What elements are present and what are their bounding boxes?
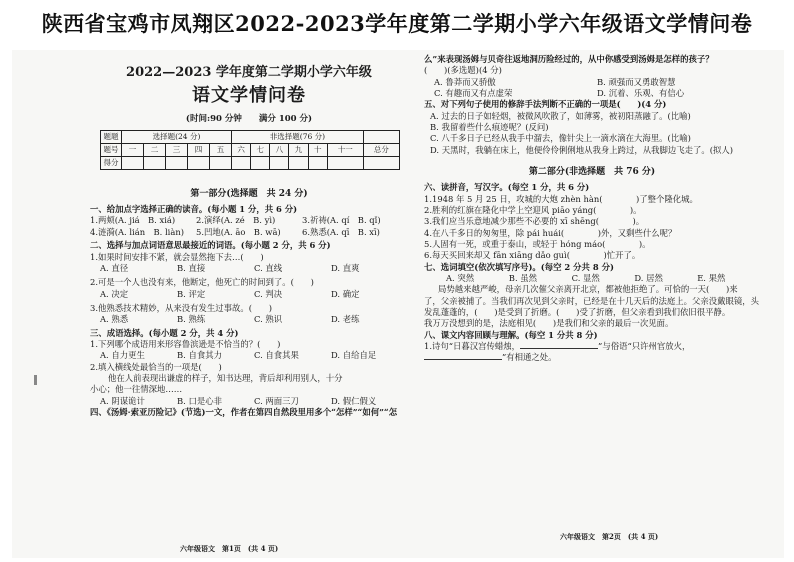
q7-option[interactable]: B. 虽然	[508, 272, 538, 283]
left-page-footer: 六年级语文 第1页 (共 4 页)	[180, 544, 279, 553]
q2-option[interactable]: B. 熟练	[177, 314, 206, 325]
q1-option[interactable]: 6.熟悉(A. qī B. xī)	[302, 226, 380, 237]
score-table-cell: 六	[231, 144, 250, 157]
q3-option[interactable]: D. 假仁假义	[331, 395, 377, 406]
score-table-cell: 三	[165, 144, 187, 157]
q1-options-row1	[90, 215, 408, 226]
score-table-cell: 八	[270, 144, 289, 157]
exam-time-score: (时间:90 分钟 满分 100 分)	[185, 114, 313, 124]
q8-item-1-cont	[424, 352, 760, 363]
q8-text: ”有相通之处。	[502, 352, 557, 363]
q5-option-b[interactable]: B. 我留着些什么痕迹呢？(反问)	[430, 122, 549, 133]
q4-continued: 么”来表现汤姆与贝奇往返地洞历险经过的，从中你感受到汤姆是怎样的孩子？	[424, 54, 714, 64]
score-input-cell[interactable]	[231, 157, 250, 170]
q2-3-text: 3.他熟悉技术精妙，从来没有发生过事故。( )	[90, 302, 273, 313]
q3-2-text: 2.填入横线处最恰当的一项是( )	[90, 361, 222, 372]
score-table-cell: 十	[308, 144, 327, 157]
exam-title: 语文学情问卷	[192, 85, 306, 106]
q2-2-text: 2.可是一个人也没有来，他断定，他死亡的时间到了。( )	[90, 277, 314, 288]
q2-option[interactable]: A. 熟悉	[100, 314, 129, 325]
page-banner-title: 陕西省宝鸡市凤翔区2022-2023学年度第二学期小学六年级语文学情问卷	[41, 11, 753, 36]
q7-passage-line2: 了，父亲被捕了。当我们再次见到父亲时，已经是在十几天后的法庭上。父亲没戴眼镜，头	[424, 295, 759, 306]
score-table-cell: 非选择题(76 分)	[231, 131, 363, 144]
score-table-cell: 选择题(24 分)	[122, 131, 232, 144]
q6-item-1[interactable]: 1.1948 年 5 月 25 日，攻城的大炮 zhèn hàn( )了整个隆化城。	[424, 193, 698, 204]
q2-option[interactable]: A. 决定	[100, 288, 129, 299]
score-input-cell[interactable]	[289, 157, 308, 170]
score-table-cell: 总分	[363, 144, 399, 157]
q7-option[interactable]: E. 果然	[697, 272, 726, 283]
right-page-footer: 六年级语文 第2页 (共 4 页)	[560, 532, 659, 541]
q7-option[interactable]: D. 居然	[634, 272, 663, 283]
score-input-cell[interactable]	[363, 157, 399, 170]
q3-2-options	[90, 396, 408, 407]
part2-heading: 第二部分(非选择题 共 76 分)	[528, 167, 656, 178]
right-page	[424, 54, 760, 364]
q4-options-row1	[424, 77, 760, 88]
q2-option[interactable]: B. 直接	[177, 262, 206, 273]
score-input-cell[interactable]	[143, 157, 165, 170]
q3-option[interactable]: D. 自给自足	[331, 350, 377, 361]
q2-2-options	[90, 289, 408, 300]
score-table-cell: 九	[289, 144, 308, 157]
q4-option[interactable]: A. 鲁莽而又骄傲	[434, 76, 496, 87]
score-input-cell[interactable]	[308, 157, 327, 170]
exam-term-title: 2022—2023 学年度第二学期小学六年级	[126, 65, 372, 80]
q6-item-4[interactable]: 4.在八千多日的匆匆里，除 pái huái( )外，又剩些什么呢？	[424, 227, 677, 238]
q3-option[interactable]: C. 自食其果	[254, 350, 299, 361]
q2-option[interactable]: C. 判决	[254, 288, 283, 299]
q1-option[interactable]: 1.两颊(A. jiá B. xiá)	[90, 215, 176, 226]
q1-option[interactable]: 4.涟漪(A. lián B. liàn)	[90, 226, 184, 237]
q7-option[interactable]: C. 显然	[571, 272, 600, 283]
q1-option[interactable]: 2.演绎(A. zé B. yì)	[196, 215, 276, 226]
q7-heading: 七、选词填空(依次填写序号)。(每空 2 分共 8 分)	[424, 261, 614, 272]
q7-option[interactable]: A. 突然	[446, 272, 475, 283]
score-input-cell[interactable]	[209, 157, 231, 170]
q4-option[interactable]: D. 沉着、乐观、有信心	[597, 88, 685, 99]
score-input-cell[interactable]	[251, 157, 270, 170]
q3-2-passage-line2: 小心；他一往情深地……	[90, 384, 183, 395]
q2-option[interactable]: A. 直径	[100, 262, 129, 273]
left-questions	[90, 188, 408, 418]
score-table	[100, 130, 400, 170]
score-table-cell: 题题	[101, 131, 122, 144]
score-table-cell: 七	[251, 144, 270, 157]
q3-2-passage-line1: 他在人前表现出谦虚的样子，知书达理，背后却利用别人，十分	[108, 372, 343, 383]
score-table-cell: 得分	[101, 157, 122, 170]
q8-heading: 八、课文内容回顾与理解。(每空 1 分共 8 分)	[424, 329, 598, 340]
q4-option[interactable]: C. 有趣而又有点虚荣	[434, 88, 513, 99]
q5-option-a[interactable]: A. 过去的日子如轻烟，被微风吹散了，如薄雾，被初阳蒸融了。(比喻)	[430, 110, 691, 121]
q1-options-row2	[90, 227, 408, 238]
q3-1-options	[90, 350, 408, 361]
q5-heading: 五、对下列句子使用的修辞手法判断不正确的一项是( )(4 分)	[424, 99, 667, 110]
score-table-cell: 五	[209, 144, 231, 157]
q2-option[interactable]: C. 直线	[254, 262, 283, 273]
score-input-cell[interactable]	[270, 157, 289, 170]
q1-option[interactable]: 5.凹地(A. āo B. wā)	[196, 226, 281, 237]
q3-option[interactable]: B. 口是心非	[177, 395, 222, 406]
score-table-cell: 一	[122, 144, 144, 157]
q6-item-5[interactable]: 5.人固有一死，或重于泰山，或轻于 hóng máo( )。	[424, 238, 651, 249]
score-input-cell[interactable]	[187, 157, 209, 170]
q3-1-text: 1.下列哪个成语用来形容鲁滨逊是不恰当的？( )	[90, 338, 281, 349]
q2-3-options	[90, 314, 408, 325]
q3-option[interactable]: A. 阴谋诡计	[100, 395, 145, 406]
q6-item-2[interactable]: 2.胜利的红旗在隆化中学上空迎风 piāo yáng( )。	[424, 204, 642, 215]
score-table-cell	[363, 131, 399, 144]
q6-item-6[interactable]: 6.每天买回来却又 fān xiāng dǎo guì( )忙开了。	[424, 250, 641, 261]
q4-heading: 四、《汤姆·索亚历险记》(节选)一文，作者在第四自然段里用多个“怎样”“如何”“怎	[90, 406, 398, 417]
q7-passage-line1: 局势越来越严峻，母亲几次催父亲离开北京，都被他拒绝了。可恰的一天( )来	[438, 284, 738, 295]
q1-option[interactable]: 3.祈祷(A. qí B. qǐ)	[302, 215, 381, 226]
score-table-cell: 题号	[101, 144, 122, 157]
score-input-cell[interactable]	[165, 157, 187, 170]
score-table-cell: 四	[187, 144, 209, 157]
q2-option[interactable]: D. 直爽	[331, 262, 360, 273]
page-edge-mark	[34, 375, 37, 385]
q8-text: 1.诗句“日暮汉宫传蜡烛，	[424, 341, 521, 352]
q4-option[interactable]: B. 顽强而又勇敢智慧	[597, 76, 676, 87]
answer-blank[interactable]	[424, 352, 502, 360]
q3-option[interactable]: B. 自食其力	[177, 350, 222, 361]
q3-option[interactable]: A. 自力更生	[100, 350, 145, 361]
q6-heading: 六、读拼音，写汉字。(每空 1 分，共 6 分)	[424, 182, 590, 193]
q2-option[interactable]: B. 评定	[177, 288, 206, 299]
q7-passage-line3: 发乱蓬蓬的，( )是受到了折磨。( )受了折磨，但父亲看到我们依旧很平静。	[424, 307, 731, 318]
score-table-cell: 二	[143, 144, 165, 157]
q5-option-d[interactable]: D. 天黑时，我躺在床上，他便伶伶俐俐地从我身上跨过，从我脚边飞走了。(拟人)	[430, 144, 734, 155]
q4-hint: ( )(多选题)(4 分)	[424, 65, 502, 76]
q6-item-3[interactable]: 3.我们应当乐意地减少那些不必要的 xī shēng( )。	[424, 216, 645, 227]
score-input-cell[interactable]	[122, 157, 144, 170]
q2-1-text: 1.如果时间安排不紧，就会显然拖下去…( )	[90, 251, 264, 262]
q8-text: ”与俗语“只许州官放火，	[598, 341, 691, 352]
part1-heading: 第一部分(选择题 共 24 分)	[190, 189, 308, 199]
q2-option[interactable]: C. 熟识	[254, 314, 283, 325]
q3-heading: 三、成语选择。(每小题 2 分，共 4 分)	[90, 327, 239, 338]
q3-option[interactable]: C. 两面三刀	[254, 395, 299, 406]
q5-option-c[interactable]: C. 八千多日子已经从我手中溜去，像针尖上一滴水滴在大海里。(比喻)	[430, 133, 691, 144]
answer-blank[interactable]	[520, 341, 598, 349]
score-table-cell: 十一	[327, 144, 363, 157]
q2-option[interactable]: D. 确定	[331, 288, 360, 299]
q7-passage-line4: 我万万没想到的是，法庭相见( )是我们和父亲的最后一次见面。	[424, 318, 674, 329]
q2-option[interactable]: D. 老练	[331, 314, 360, 325]
q4-options-row2	[424, 88, 760, 99]
q2-1-options	[90, 263, 408, 274]
q1-heading: 一、给加点字选择正确的读音。(每小题 1 分，共 6 分)	[90, 204, 298, 215]
q8-item-1	[424, 341, 760, 352]
q2-heading: 二、选择与加点词语意思最接近的词语。(每小题 2 分，共 6 分)	[90, 240, 331, 251]
q7-options	[424, 273, 760, 284]
score-input-cell[interactable]	[327, 157, 363, 170]
